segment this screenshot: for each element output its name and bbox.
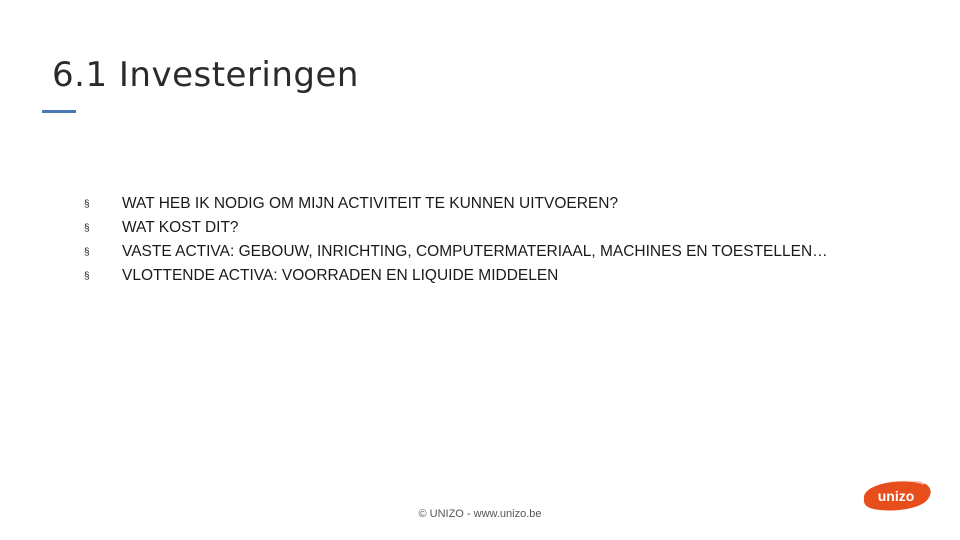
bullet-icon: §: [84, 270, 90, 282]
unizo-logo: [858, 477, 934, 513]
bullet-icon: §: [84, 198, 90, 210]
bullet-text: VLOTTENDE ACTIVA: VOORRADEN EN LIQUIDE MIDDELEN: [122, 267, 559, 284]
list-item: [84, 240, 828, 264]
slide-title: 6.1 Investeringen: [52, 55, 359, 95]
logo-text: unizo: [877, 488, 915, 504]
bullet-icon: §: [84, 222, 90, 234]
bullet-text: WAT HEB IK NODIG OM MIJN ACTIVITEIT TE KUNNEN UITVOEREN?: [122, 195, 619, 212]
title-underline: [42, 110, 76, 113]
list-item: [84, 192, 828, 216]
footer-copyright: © UNIZO - www.unizo.be: [418, 508, 542, 520]
bullet-text: VASTE ACTIVA: GEBOUW, INRICHTING, COMPUTERMATERIAAL, MACHINES EN TOESTELLEN…: [122, 243, 828, 260]
bullet-list: [84, 192, 828, 288]
list-item: [84, 264, 828, 288]
bullet-icon: §: [84, 246, 90, 258]
list-item: [84, 216, 828, 240]
bullet-text: WAT KOST DIT?: [122, 219, 239, 236]
